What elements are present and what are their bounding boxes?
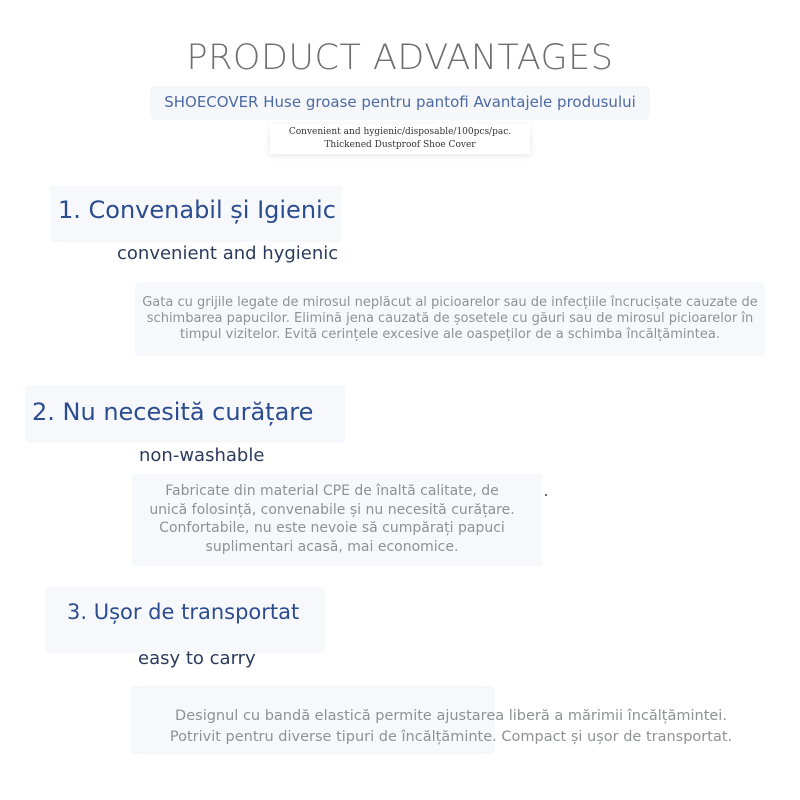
section-2-subtitle: non-washable — [139, 445, 265, 466]
section-3-subtitle: easy to carry — [138, 648, 256, 669]
section-1-body-line: schimbarea papucilor. Elimină jena cauzată de șosetele cu găuri sau de mirosul picioarelor în — [146, 311, 754, 326]
section-1-title: 1. Convenabil și Igienic — [58, 196, 336, 224]
section-2-body-line: Confortabile, nu este nevoie să cumpărați papuci — [159, 520, 505, 536]
section-2-body-line: unică folosință, convenabile și nu necesită curățare. — [149, 501, 515, 518]
product-description-line: Convenient and hygienic/disposable/100pcs/pac. — [288, 127, 512, 137]
section-2-body-line: Fabricate din material CPE de înaltă calitate, de — [165, 483, 499, 499]
page-subtitle: SHOECOVER Huse groase pentru pantofi Avantajele produsului — [164, 93, 636, 111]
section-1-body-line: Gata cu grijile legate de mirosul neplăcut al picioarelor sau de infecțiile încrucișate cauzate de — [142, 295, 758, 310]
section-1-subtitle: convenient and hygienic — [117, 243, 339, 264]
section-3-title: 3. Ușor de transportat — [67, 600, 300, 624]
section-1-body — [140, 295, 760, 343]
section-3-body — [136, 706, 766, 748]
stray-mark — [545, 494, 547, 496]
section-2-body-line: suplimentari acasă, mai economice. — [205, 538, 459, 555]
section-2-title: 2. Nu necesită curățare — [32, 398, 314, 426]
section-3-body-line: Potrivit pentru diverse tipuri de încălțăminte. Compact și ușor de transportat. — [169, 729, 733, 745]
product-description-line: Thickened Dustproof Shoe Cover — [324, 140, 476, 150]
section-2-body — [132, 482, 532, 556]
section-3-body-line: Designul cu bandă elastică permite ajustarea liberă a mărimii încălțămintei. — [175, 708, 727, 724]
product-description — [270, 124, 530, 154]
section-1-body-line: timpul vizitelor. Evită cerințele excesive ale oaspeților de a schimba încălțămintea. — [180, 327, 720, 342]
page-title: PRODUCT ADVANTAGES — [186, 38, 614, 78]
